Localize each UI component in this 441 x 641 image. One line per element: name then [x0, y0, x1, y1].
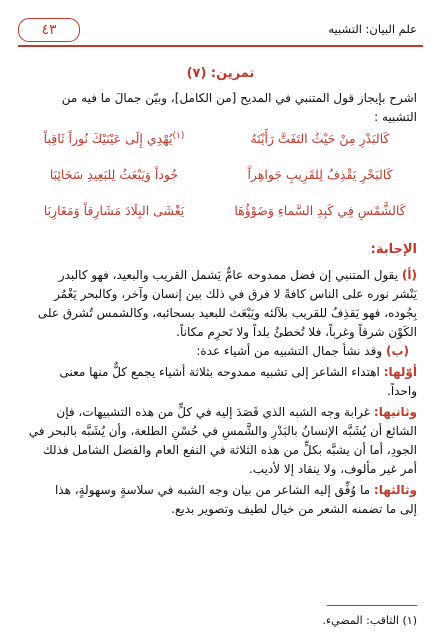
verse-3-first-hemistich: كَالشَّمْسِ فِي كَبِدِ السَّماءِ وَضَوْؤُهَا: [234, 203, 406, 218]
footnote-marker: (١): [402, 614, 417, 627]
verse-1-second-hemistich: [16, 131, 212, 146]
second-point-line-1: [22, 403, 417, 422]
third-point-line-1: [22, 481, 417, 500]
exercise-title: تمرين: (٧): [186, 66, 255, 81]
first-point-label: أوّلها:: [383, 365, 417, 379]
answer-a-marker: (أ): [401, 268, 417, 282]
first-point-line-2: واحداً.: [387, 384, 417, 398]
verse-1-first-hemistich: كَالبَدْرِ مِنْ حَيْثُ التَفَتَّ رَأَيْتَهُ: [250, 131, 390, 146]
verse-2-second-hemistich: جُوداً وَيَبْعَثُ لِلبَعِيدِ سَحَائِبَا: [49, 167, 179, 182]
exercise-prompt-line-1: اشرح بإيجاز قول المتنبي في المديح [من الكامل]، وبيّن جمالَ ما فيه من: [61, 91, 417, 105]
verse-2-first-hemistich: كَالبَحْرِ يَقْذِفُ لِلقَرِيبِ جَواهِراً: [247, 167, 393, 182]
second-point-label: وثانيها:: [373, 405, 417, 419]
verse-1-second-text: يُهْدِي إِلَى عَيْنَيْكَ نُوراً ثَاقِباً: [43, 131, 173, 147]
second-point-text-1: غرابة وجه الشبه الذي قَصَدَ إليه في كلٍّ من هذه التشبيهات، فإن: [56, 405, 371, 419]
footnote: [323, 614, 418, 627]
header-title: علم البيان: التشبيه: [328, 22, 417, 36]
third-point-text-1: ما وُفِّق إليه الشاعر من بيان وجه الشبه في سلاسةٍ وسهولةٍ، هذا: [54, 483, 371, 497]
footnote-text: الثاقب: المضيء.: [322, 614, 399, 627]
answer-a-line-2: يَنْشر نوره على الناس كافةً لا فرق في ذلك بين إنسان وآخر، وكالبحر يَغْمُر: [54, 287, 417, 301]
answer-b-intro: وقد نشأ جمال التشبيه من أشياء عدة:: [196, 344, 383, 358]
header-divider: [18, 45, 423, 47]
second-point-line-4: أمر غير مألوف، ولا ينقاد إلا لأديب.: [248, 462, 417, 476]
answer-label: الإجابة:: [370, 242, 417, 257]
first-point-text-1: اهتداء الشاعر إلى تشبيه ممدوحه بثلاثة أشياء يجمع كلٌّ منها معنى: [59, 365, 380, 379]
answer-b-intro-line: [22, 342, 409, 361]
second-point-line-3: الجودِ، أما أن يشبَّه بكلٍّ من هذه الثلاثة في النفع العام والفضل الشامل فذلك: [42, 443, 417, 457]
second-point-line-2: الشائع أن يُشَبَّه الإنسانُ بالبَدْرِ والشَّمسِ في حُسْنِ الطلعة، وأن يُشَبَّه بالبحر في: [28, 424, 417, 438]
first-point-line-1: [22, 363, 417, 382]
answer-a-line-4: الكَوْن شرقاً وغرباً، فلا تُخطئُ بلداً ولا تَحرِم مكاناً.: [176, 325, 417, 339]
exercise-prompt-line-2: التشبيه :: [374, 110, 417, 124]
answer-a-text-1: يقول المتنبي إن فضل ممدوحه عامٌّ يَشمل القريب والبعيد، فهو كالبدر: [58, 268, 399, 282]
answer-a-line-3: بِجُوده، فهو يَقذِفُ للقريب بلآلئه ويَبْعَث للبعيد بسحائبه، وكالشمس تُشرق على: [37, 306, 417, 320]
answer-b-marker: (ب): [385, 344, 409, 358]
page-number: ٤٣: [18, 18, 80, 42]
verse-1-footnote-ref: (١): [172, 131, 185, 141]
answer-a-line-1: [22, 266, 417, 285]
verse-3-second-hemistich: يَغْشَى البِلَادَ مَشَارِقاً وَمَغَارِبَا: [43, 203, 185, 218]
footnote-divider: [327, 605, 417, 606]
third-point-line-2: إلى ما تضمنه الشعر من خيال لطيف وتصوير بديع.: [171, 502, 417, 516]
third-point-label: وثالثها:: [373, 483, 417, 497]
